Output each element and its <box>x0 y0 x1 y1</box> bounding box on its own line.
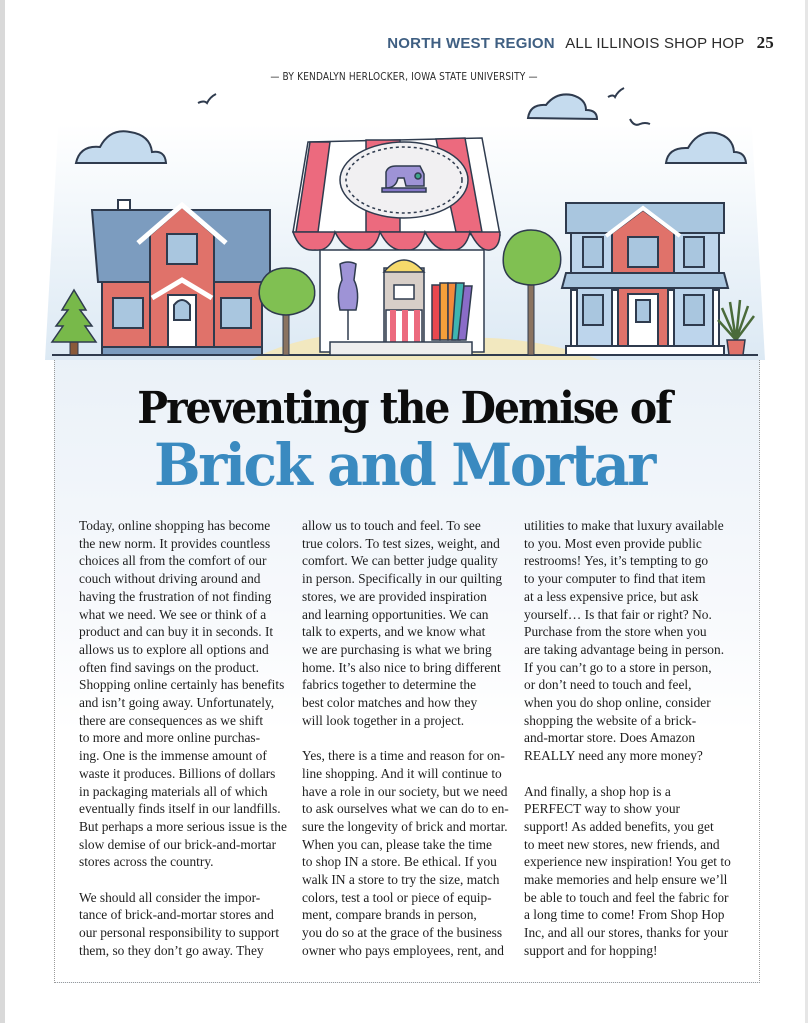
house-icon <box>562 203 728 355</box>
paragraph: allow us to touch and feel. To see true colors. To test sizes, weight, and comfort. We can better judge quality in person. Specifically in our quilting stores, we are provided inspiration and learning opportunities. We can talk to experts, and we know what we are purchasing is what we bring home. It’s also nice to bring different fabrics together to determine the best color matches and how they will look together in a project. <box>302 518 503 728</box>
sewing-machine-icon <box>382 166 426 192</box>
storefront-illustration <box>0 80 808 360</box>
paragraph: And finally, a shop hop is a PERFECT way to show your support! As added benefits, you get to meet new stores, new friends, and experience new inspiration! You get to make memories and help ensure we’ll be able to touch and feel the fabric for a long time to come! From Shop Hop Inc, and all our stores, thanks for your support and for hopping! <box>524 783 731 958</box>
headline-line-2: Brick and Mortar <box>154 431 654 499</box>
text-column-3 <box>524 517 739 977</box>
byline: — BY KENDALYN HERLOCKER, IOWA STATE UNIVERSITY — <box>270 70 538 83</box>
text-column-1 <box>79 517 294 977</box>
page-number: 25 <box>756 33 774 52</box>
text-column-2 <box>302 517 517 977</box>
paragraph: utilities to make that luxury available to you. Most even provide public restrooms! Yes, it’s tempting to go to your computer to find that item at a less expensive price, but ask yourself… Is that fair or right? No. Purchase from the store when you are taking advantage being in person. If you can’t go to a store in person, or don’t need to touch and feel, when you do shop online, consider shopping the website of a brick- and-mortar store. Does Amazon REALLY need any more money? <box>524 518 725 764</box>
paragraph: Today, online shopping has become the new norm. It provides countless choices all from the comfort of our couch without driving around and having the frustration of not finding what we need. We see or think of a product and can buy it in seconds. It allows us to explore all options and often find savings on the product. Shopping online certainly has benefits and isn’t going away. Unfortunately, there are consequences as we shift to more and more online purchas- ing. One is the immense amount of waste it produces. Billions of dollars in packaging materials all of which eventually finds itself in our landfills. But perhaps a more serious issue is the slow demise of our brick-and-mortar stores across the country. <box>79 518 287 870</box>
region-label: NORTH WEST REGION <box>387 35 555 52</box>
running-head <box>387 33 774 53</box>
house-icon <box>92 200 270 355</box>
paragraph: Yes, there is a time and reason for on- line shopping. And it will continue to have a role in our society, but we need to ask ourselves what we can do to en- sure the longevity of brick and mortar. When you can, please take the time to shop IN a store. Be ethical. If you walk IN a store to try the size, match colors, test a tool or piece of equip- ment, compare brands in person, you do so at the grace of the business owner who pays employees, rent, and <box>302 748 509 958</box>
fabric-bolts-icon <box>432 283 472 340</box>
headline-line-1: Preventing the Demise of <box>137 383 671 434</box>
publication-label: ALL ILLINOIS SHOP HOP <box>565 35 745 52</box>
paragraph: We should all consider the impor- tance of brick-and-mortar stores and our personal responsibility to support them, so they don’t go away. They <box>79 889 280 958</box>
